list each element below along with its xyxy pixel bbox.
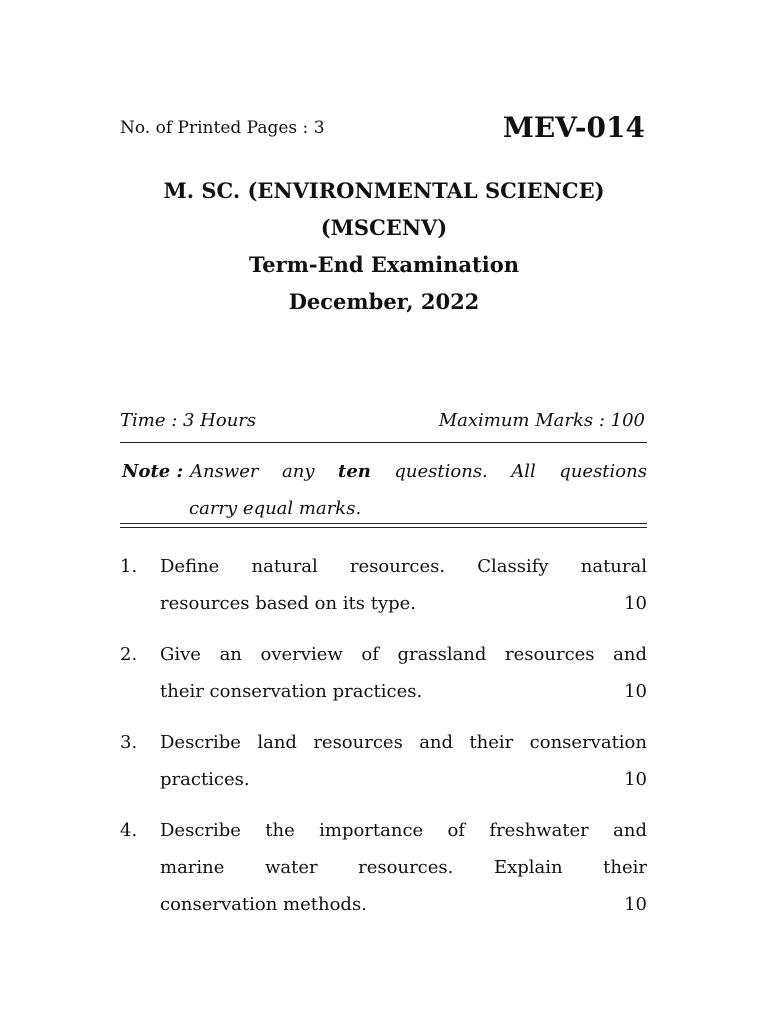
time-allowed: Time : 3 Hours bbox=[120, 410, 257, 431]
question-number: 2. bbox=[120, 644, 138, 665]
divider bbox=[120, 442, 647, 443]
question-list bbox=[120, 548, 647, 937]
question-text: practices. bbox=[160, 769, 250, 790]
note-line-1 bbox=[190, 453, 647, 490]
programme-code: (MSCENV) bbox=[320, 215, 448, 240]
title-block bbox=[0, 172, 768, 320]
question-text: conservation methods. bbox=[160, 894, 367, 915]
double-divider bbox=[120, 523, 647, 528]
note-label: Note : bbox=[122, 461, 184, 482]
question-item bbox=[120, 812, 647, 923]
exam-title: Term-End Examination bbox=[248, 252, 519, 277]
question-text: Give an overview of grassland resources and bbox=[160, 644, 647, 665]
question-marks: 10 bbox=[624, 681, 647, 702]
question-item bbox=[120, 724, 647, 798]
note-text-bold: ten bbox=[338, 461, 371, 482]
question-marks: 10 bbox=[624, 769, 647, 790]
header-row bbox=[120, 104, 645, 144]
question-text: their conservation practices. bbox=[160, 681, 423, 702]
question-item bbox=[120, 548, 647, 622]
maximum-marks: Maximum Marks : 100 bbox=[438, 410, 645, 431]
note-text-pre: Answer any bbox=[190, 461, 315, 482]
question-marks: 10 bbox=[624, 593, 647, 614]
question-text: marine water resources. Explain their bbox=[160, 857, 647, 878]
paper-code: MEV-014 bbox=[502, 111, 645, 144]
question-item bbox=[120, 636, 647, 710]
exam-session: December, 2022 bbox=[288, 289, 480, 314]
note-text-post: questions. All questions bbox=[394, 461, 647, 482]
question-text: Describe the importance of freshwater and bbox=[160, 820, 647, 841]
question-number: 1. bbox=[120, 556, 138, 577]
note-line-2: carry equal marks. bbox=[189, 498, 362, 519]
question-marks: 10 bbox=[624, 894, 647, 915]
programme-title: M. SC. (ENVIRONMENTAL SCIENCE) bbox=[163, 178, 605, 203]
question-text: Define natural resources. Classify natural bbox=[160, 556, 647, 577]
question-number: 3. bbox=[120, 732, 138, 753]
question-text: resources based on its type. bbox=[160, 593, 417, 614]
question-text: Describe land resources and their conservation bbox=[160, 732, 647, 753]
printed-pages: No. of Printed Pages : 3 bbox=[120, 118, 325, 138]
exam-info-row bbox=[120, 410, 645, 431]
question-number: 4. bbox=[120, 820, 138, 841]
